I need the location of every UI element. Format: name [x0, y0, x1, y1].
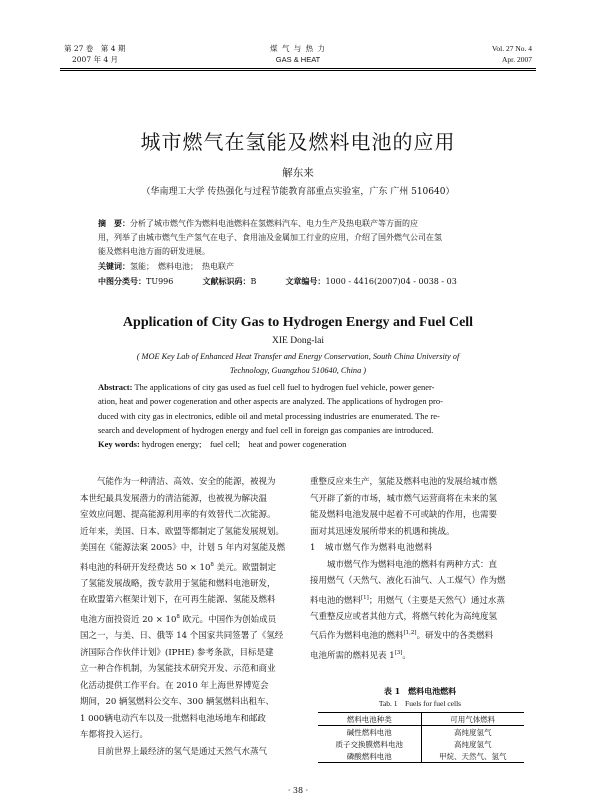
- body-line: 接用燃气（天然气、液化石油气、人工煤气）作为燃: [310, 576, 506, 586]
- body-line: 济国际合作伙伴计划》(IPHE) 参考条款，目标是建: [80, 647, 274, 658]
- table-cell: 碱性燃料电池: [318, 726, 421, 739]
- keywords-zh: 氢能； 燃料电池； 热电联产: [130, 262, 234, 271]
- body-line-text: 欧元。中国作为创始成员: [179, 614, 277, 625]
- table-header: 燃料电池种类: [318, 713, 421, 726]
- doc-code: B: [250, 277, 257, 286]
- table-caption-zh: 表 1 燃料电池燃料: [383, 686, 457, 696]
- author-zh: 解东来: [282, 167, 314, 179]
- body-line-text: ；用燃气（主要是天然气）通过水蒸: [368, 595, 505, 606]
- citation: [1]: [361, 594, 369, 601]
- abstract-zh-line: 能及燃料电池方面的研发进展。: [98, 247, 210, 256]
- body-line: [310, 590, 522, 609]
- body-line: 气能作为一种清洁、高效、安全的能源，被视为: [97, 477, 276, 487]
- body-line: 化活动提供工作平台。在 2010 年上海世界博览会: [80, 680, 269, 691]
- body-line: 重整反应来生产，氢能及燃料电池的发展给城市燃: [310, 477, 498, 487]
- body-line: 面对其迅速发展所带来的机遇和挑战。: [310, 526, 455, 537]
- body-line-text: 。: [402, 650, 411, 661]
- abstract-en-line: search and development of hydrogen energy and fuel cell in foreign gas companies are introduced.: [98, 424, 434, 435]
- keywords-en: hydrogen energy; fuel cell; heat and power cogeneration: [141, 439, 347, 450]
- body-line: 能及燃料电池发展中起着不可或缺的作用，也需要: [310, 510, 498, 520]
- title-en: Application of City Gas to Hydrogen Energy and Fuel Cell: [122, 315, 474, 330]
- journal-name-zh: 煤 气 与 热 力: [269, 44, 327, 53]
- superscript: 8: [176, 613, 180, 620]
- keywords-en-label: Key words:: [98, 439, 140, 450]
- table-row: [318, 726, 524, 739]
- table-cell: 质子交换膜燃料电池: [318, 738, 421, 750]
- body-line: 城市燃气作为燃料电池的燃料有两种方式：直: [327, 559, 498, 570]
- page-title: 城市燃气在氢能及燃料电池的应用: [140, 130, 456, 154]
- body-line-text: 料电池的燃料: [310, 595, 362, 606]
- header-rule: [60, 68, 536, 69]
- abstract-en-label: Abstract:: [98, 382, 133, 392]
- body-line: 气开辟了新的市场，城市燃气运营商将在未来的氢: [310, 493, 498, 504]
- body-line: 气重整反应或者其他方式，将燃气转化为高纯度氢: [310, 611, 498, 622]
- doc-code-label: 文献标识码：: [202, 276, 251, 286]
- table-cell: 磷酸燃料电池: [318, 750, 421, 763]
- body-line: 在欧盟第六框架计划下，在可再生能源、氢能及燃料: [80, 595, 276, 606]
- body-line: 了氢能发展战略，拨专款用于氢能和燃料电池研发，: [80, 578, 276, 589]
- body-line: [80, 557, 292, 576]
- clc-label: 中图分类号：: [98, 276, 146, 286]
- abstract-zh-label: 摘 要：: [98, 218, 130, 228]
- table-row: [318, 738, 524, 750]
- journal-date-en: Apr. 2007: [502, 55, 532, 64]
- body-line: [80, 609, 292, 628]
- page-number: · 38 ·: [287, 786, 309, 795]
- journal-date: 2007 年 4 月: [72, 55, 119, 64]
- article-number: 1000 - 4416(2007)04 - 0038 - 03: [325, 277, 457, 286]
- table-row: [318, 750, 524, 763]
- body-line: 期间，20 辆氢燃料公交车、300 辆氢燃料出租车、: [80, 697, 274, 708]
- affiliation-en-line: Technology, Guangzhou 510640, China ): [229, 366, 367, 376]
- abstract-en-line: ation, heat and power cogeneration and other aspects are analyzed. The applications of hydrogen pro-: [98, 396, 443, 407]
- journal-issue-en: Vol. 27 No. 4: [491, 44, 532, 53]
- citation: [1,2]: [403, 630, 417, 637]
- table-cell: 高纯度氢气: [454, 727, 492, 737]
- table-header-row: [318, 713, 524, 726]
- journal-volume: 第 27 卷 第 4 期: [64, 44, 126, 53]
- citation: [3]: [394, 649, 403, 656]
- clc-number: TU996: [146, 277, 174, 286]
- body-line: 目前世界上最经济的氢气是通过天然气水蒸气: [97, 746, 268, 757]
- body-line: 1 000辆电动汽车以及一批燃料电池场地车和邮政: [80, 713, 266, 724]
- body-line: 近年来，美国、日本、欧盟等都制定了氢能发展规划。: [80, 526, 285, 537]
- table-header: 可用气体燃料: [450, 714, 496, 724]
- right-column: [310, 474, 522, 664]
- abstract-zh-line: 用，列举了由城市燃气生产氢气在电子、食用油及金属加工行业的应用，介绍了国外燃气公司在氢: [98, 233, 442, 242]
- header-rule-thin: [60, 70, 536, 71]
- body-line-text: 气后作为燃料电池的燃料: [310, 631, 404, 642]
- body-line: 室效应问题、提高能源利用率的有效替代二次能源。: [80, 510, 276, 520]
- author-en: XIE Dong-lai: [272, 336, 324, 346]
- body-line: 立一种合作机制，为氢能技术研究开发、示范和商业: [80, 664, 276, 675]
- abstract-zh-line: 分析了城市燃气作为燃料电池燃料在氢燃料汽车、电力生产及热电联产等方面的应: [130, 219, 418, 228]
- article-number-label: 文章编号：: [285, 276, 326, 286]
- body-line: [310, 625, 522, 644]
- affiliation-zh: （华南理工大学 传热强化与过程节能教育部重点实验室，广东 广州 510640）: [141, 187, 455, 197]
- body-line: 国之一，与美、日、俄等 14 个国家共同签署了《氢经: [80, 631, 284, 642]
- body-line-text: 电池所需的燃料见表 1: [310, 650, 395, 661]
- left-column: [80, 474, 292, 760]
- abstract-zh: [98, 216, 518, 289]
- keywords-zh-label: 关键词：: [98, 261, 130, 271]
- body-line: 车都将投入运行。: [80, 730, 149, 741]
- table-cell: 高纯度氢气: [454, 739, 492, 749]
- body-line-text: 电池方面投资近 20 × 10: [80, 614, 177, 625]
- body-line: 本世纪最具发展潜力的清洁能源，也被视为解决温: [80, 493, 268, 504]
- abstract-en: [98, 380, 522, 451]
- section-heading: 1 城市燃气作为燃料电池燃料: [310, 543, 433, 553]
- superscript: 8: [210, 561, 214, 568]
- body-line-text: 美元。欧盟制定: [213, 562, 277, 573]
- body-line-text: 料电池的科研开发经费达 50 × 10: [80, 562, 211, 573]
- affiliation-en: [60, 350, 536, 379]
- body-line-text: 。研发中的各类燃料: [416, 631, 494, 642]
- table-caption-en: Tab. 1 Fuels for fuel cells: [378, 699, 462, 708]
- fuel-table: [318, 712, 524, 763]
- abstract-en-line: duced with city gas in electronics, edible oil and metal processing industries are enumerated. The re-: [98, 410, 440, 421]
- affiliation-en-line: ( MOE Key Lab of Enhanced Heat Transfer and Energy Conservation, South China University of: [136, 352, 460, 361]
- body-line: 美国在《能源法案 2005》中，计划 5 年内对氢能及燃: [80, 543, 286, 553]
- journal-name-en: GAS & HEAT: [275, 55, 321, 64]
- body-line: [310, 645, 522, 664]
- abstract-en-line: The applications of city gas used as fuel cell fuel to hydrogen fuel vehicle, power gener-: [134, 382, 435, 392]
- table-cell: 甲烷、天然气、氢气: [439, 751, 507, 761]
